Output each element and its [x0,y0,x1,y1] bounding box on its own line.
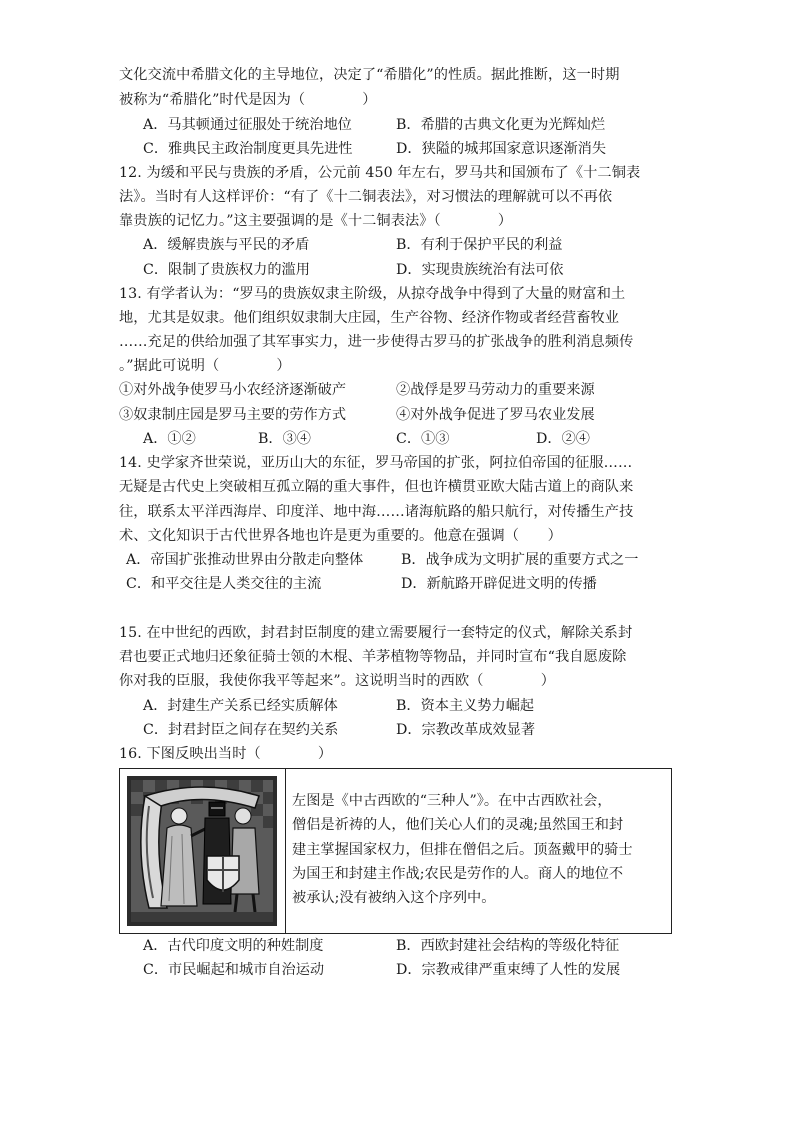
question-12-stem-line: 靠贵族的记忆力。”这主要强调的是《十二铜表法》（ ） [119,213,513,229]
question-15-option-d[interactable]: D．宗教改革成效显著 [396,722,536,738]
question-16-option-b[interactable]: B．西欧封建社会结构的等级化特征 [396,938,620,954]
medieval-three-estates-illustration [127,776,277,926]
question-12-option-c[interactable]: C．限制了贵族权力的滥用 [143,262,310,278]
question-14-option-a[interactable]: A．帝国扩张推动世界由分散走向整体 [126,552,364,568]
figure-caption-line: 建主掌握国家权力，但排在僧侣之后。顶盔戴甲的骑士 [292,842,633,858]
question-12-stem-line: 法》。当时有人这样评价：“有了《十二铜表法》，对习惯法的理解就可以不再依 [119,189,613,205]
question-13-stem-line: 地，尤其是奴隶。他们组织奴隶制大庄园，生产谷物、经济作物或者经营畜牧业 [119,310,620,326]
figure-caption-line: 僧侣是祈祷的人，他们关心人们的灵魂;虽然国王和封 [292,817,624,833]
question-13-option-c[interactable]: C．①③ [396,431,450,447]
question-13-item-1: ①对外战争使罗马小农经济逐渐破产 [119,382,347,398]
question-15-option-c[interactable]: C．封君封臣之间存在契约关系 [143,722,339,738]
question-16-option-a[interactable]: A．古代印度文明的种姓制度 [143,938,324,954]
question-12-option-a[interactable]: A．缓解贵族与平民的矛盾 [143,237,310,253]
figure-caption-line: 为国王和封建主作战;农民是劳作的人。商人的地位不 [292,866,624,882]
question-15-stem-line: 君也要正式地归还象征骑士领的木棍、羊茅植物等物品，并同时宣布“我自愿废除 [119,649,627,665]
question-15-stem-line: 15. 在中世纪的西欧，封君封臣制度的建立需要履行一套特定的仪式，解除关系封 [119,625,633,641]
question-12-option-d[interactable]: D．实现贵族统治有法可依 [396,262,564,278]
figure-caption-line: 被承认;没有被纳入这个序列中。 [292,890,496,906]
question-14-option-d[interactable]: D．新航路开辟促进文明的传播 [401,576,597,592]
question-15-option-b[interactable]: B．资本主义势力崛起 [396,698,535,714]
question-13-item-4: ④对外战争促进了罗马农业发展 [396,407,595,423]
question-11-stem-line: 被称为“希腊化”时代是因为（ ） [119,92,377,108]
question-13-stem-line: 。”据此可说明（ ） [119,358,291,374]
question-11-option-d[interactable]: D．狭隘的城邦国家意识逐渐消失 [396,141,607,157]
question-12-option-b[interactable]: B．有利于保护平民的利益 [396,237,563,253]
question-11-option-c[interactable]: C．雅典民主政治制度更具先进性 [143,141,353,157]
question-16-stem: 16. 下图反映出当时（ ） [119,746,333,762]
question-11-option-a[interactable]: A．马其顿通过征服处于统治地位 [143,117,352,133]
figure-caption-line: 左图是《中古西欧的“三种人”》。在中古西欧社会， [292,793,612,809]
question-13-option-d[interactable]: D．②④ [536,431,590,447]
question-13-option-a[interactable]: A．①② [143,431,196,447]
question-13-item-3: ③奴隶制庄园是罗马主要的劳作方式 [119,407,347,423]
question-15-option-a[interactable]: A．封建生产关系已经实质解体 [143,698,338,714]
question-12-stem-line: 12. 为缓和平民与贵族的矛盾，公元前 450 年左右，罗马共和国颁布了《十二铜表 [119,165,641,181]
question-13-option-b[interactable]: B．③④ [258,431,311,447]
figure-divider [285,768,286,934]
question-14-stem-line: 术、文化知识于古代世界各地也许是更为重要的。他意在强调（ ） [119,528,562,544]
question-14-stem-line: 14. 史学家齐世荣说，亚历山大的东征，罗马帝国的扩张，阿拉伯帝国的征服…… [119,455,633,471]
question-13-stem-line: ……充足的供给加强了其军事实力，进一步使得古罗马的扩张战争的胜利消息频传 [119,334,634,350]
question-16-option-c[interactable]: C．市民崛起和城市自治运动 [143,962,325,978]
question-16-option-d[interactable]: D．宗教戒律严重束缚了人性的发展 [396,962,621,978]
question-14-option-c[interactable]: C．和平交往是人类交往的主流 [126,576,322,592]
question-11-option-b[interactable]: B．希腊的古典文化更为光辉灿烂 [396,117,606,133]
question-14-stem-line: 无疑是古代史上突破相互孤立隔的重大事件，但也许横贯亚欧大陆古道上的商队来 [119,479,634,495]
question-14-stem-line: 往，联系太平洋西海岸、印度洋、地中海……诸海航路的船只航行，对传播生产技 [119,504,634,520]
question-13-item-2: ②战俘是罗马劳动力的重要来源 [396,382,595,398]
question-13-stem-line: 13. 有学者认为：“罗马的贵族奴隶主阶级，从掠夺战争中得到了大量的财富和土 [119,286,626,302]
question-14-option-b[interactable]: B．战争成为文明扩展的重要方式之一 [401,552,639,568]
question-15-stem-line: 你对我的臣服，我使你我平等起来”。这说明当时的西欧（ ） [119,673,555,689]
question-11-stem-line: 文化交流中希腊文化的主导地位，决定了“希腊化”的性质。据此推断，这一时期 [119,67,620,83]
